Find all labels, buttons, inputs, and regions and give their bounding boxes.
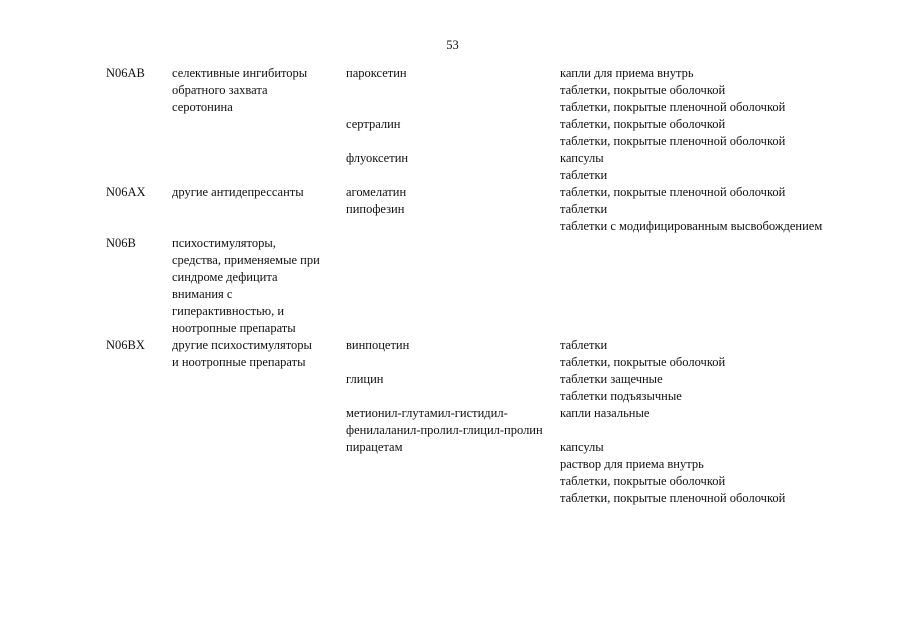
drug-entry: [346, 405, 846, 439]
atc-group-name: [172, 184, 346, 201]
drug-name: пирацетам: [346, 440, 403, 454]
dosage-form: таблетки подъязычные: [560, 389, 682, 403]
atc-code: N06B: [106, 236, 136, 250]
atc-group-line: психостимуляторы,: [172, 236, 276, 250]
dosage-form: таблетки, покрытые оболочкой: [560, 355, 726, 369]
dosage-form: таблетки: [560, 202, 608, 216]
dosage-form: таблетки с модифицированным высвобождением: [560, 219, 823, 233]
dosage-form: таблетки защечные: [560, 372, 663, 386]
drug-list: [346, 337, 846, 507]
dosage-form: таблетки: [560, 168, 608, 182]
drug-entry: [346, 371, 846, 405]
drug-entry: [346, 337, 846, 371]
dosage-form: таблетки, покрытые оболочкой: [560, 83, 726, 97]
atc-group-line: синдроме дефицита: [172, 270, 278, 284]
dosage-form: таблетки: [560, 338, 608, 352]
dosage-forms: [560, 201, 846, 235]
dosage-forms: [560, 337, 846, 371]
dosage-forms: [560, 150, 846, 184]
drug-name: метионил-глутамил-гистидил-фенилаланил-пролил-глицил-пролин: [346, 406, 543, 437]
atc-group-line: и ноотропные препараты: [172, 355, 306, 369]
dosage-form: таблетки, покрытые оболочкой: [560, 474, 726, 488]
dosage-forms: [560, 405, 846, 439]
drug-entry: [346, 65, 846, 116]
drug-entry: [346, 150, 846, 184]
dosage-forms: [560, 184, 846, 201]
atc-code: N06BX: [106, 338, 145, 352]
table-row: [106, 184, 846, 235]
drug-list: [346, 65, 846, 184]
atc-code: N06AX: [106, 185, 146, 199]
dosage-form: капсулы: [560, 151, 604, 165]
atc-code: N06AB: [106, 66, 145, 80]
atc-group-name: [172, 235, 346, 337]
dosage-form: таблетки, покрытые пленочной оболочкой: [560, 100, 786, 114]
drug-name: сертралин: [346, 117, 401, 131]
atc-group-name: [172, 65, 346, 116]
dosage-forms: [560, 65, 846, 116]
dosage-form: капсулы: [560, 440, 604, 454]
atc-group-name: [172, 337, 346, 371]
atc-group-line: другие антидепрессанты: [172, 185, 304, 199]
atc-group-line: гиперактивностью, и: [172, 304, 285, 318]
drug-entry: [346, 201, 846, 235]
drug-name: глицин: [346, 372, 384, 386]
drug-table: [106, 65, 846, 507]
drug-name: пипофезин: [346, 202, 405, 216]
table-row: [106, 235, 846, 337]
dosage-forms: [560, 116, 846, 150]
dosage-form: таблетки, покрытые пленочной оболочкой: [560, 185, 786, 199]
dosage-form: капли назальные: [560, 406, 650, 420]
atc-group-line: ноотропные препараты: [172, 321, 296, 335]
page-number: 53: [446, 38, 459, 52]
drug-entry: [346, 116, 846, 150]
atc-group-line: внимания с: [172, 287, 233, 301]
dosage-form: таблетки, покрытые оболочкой: [560, 117, 726, 131]
dosage-forms: [560, 371, 846, 405]
drug-name: пароксетин: [346, 66, 407, 80]
atc-group-line: обратного захвата: [172, 83, 268, 97]
atc-group-line: средства, применяемые при: [172, 253, 320, 267]
dosage-forms: [560, 439, 846, 507]
drug-name: флуоксетин: [346, 151, 409, 165]
drug-list: [346, 184, 846, 235]
drug-name: агомелатин: [346, 185, 407, 199]
atc-group-line: другие психостимуляторы: [172, 338, 312, 352]
drug-name: винпоцетин: [346, 338, 410, 352]
drug-entry: [346, 184, 846, 201]
dosage-form: капли для приема внутрь: [560, 66, 694, 80]
drug-entry: [346, 439, 846, 507]
dosage-form: таблетки, покрытые пленочной оболочкой: [560, 134, 786, 148]
dosage-form: раствор для приема внутрь: [560, 457, 704, 471]
atc-group-line: селективные ингибиторы: [172, 66, 308, 80]
table-row: [106, 337, 846, 507]
table-row: [106, 65, 846, 184]
atc-group-line: серотонина: [172, 100, 233, 114]
dosage-form: таблетки, покрытые пленочной оболочкой: [560, 491, 786, 505]
